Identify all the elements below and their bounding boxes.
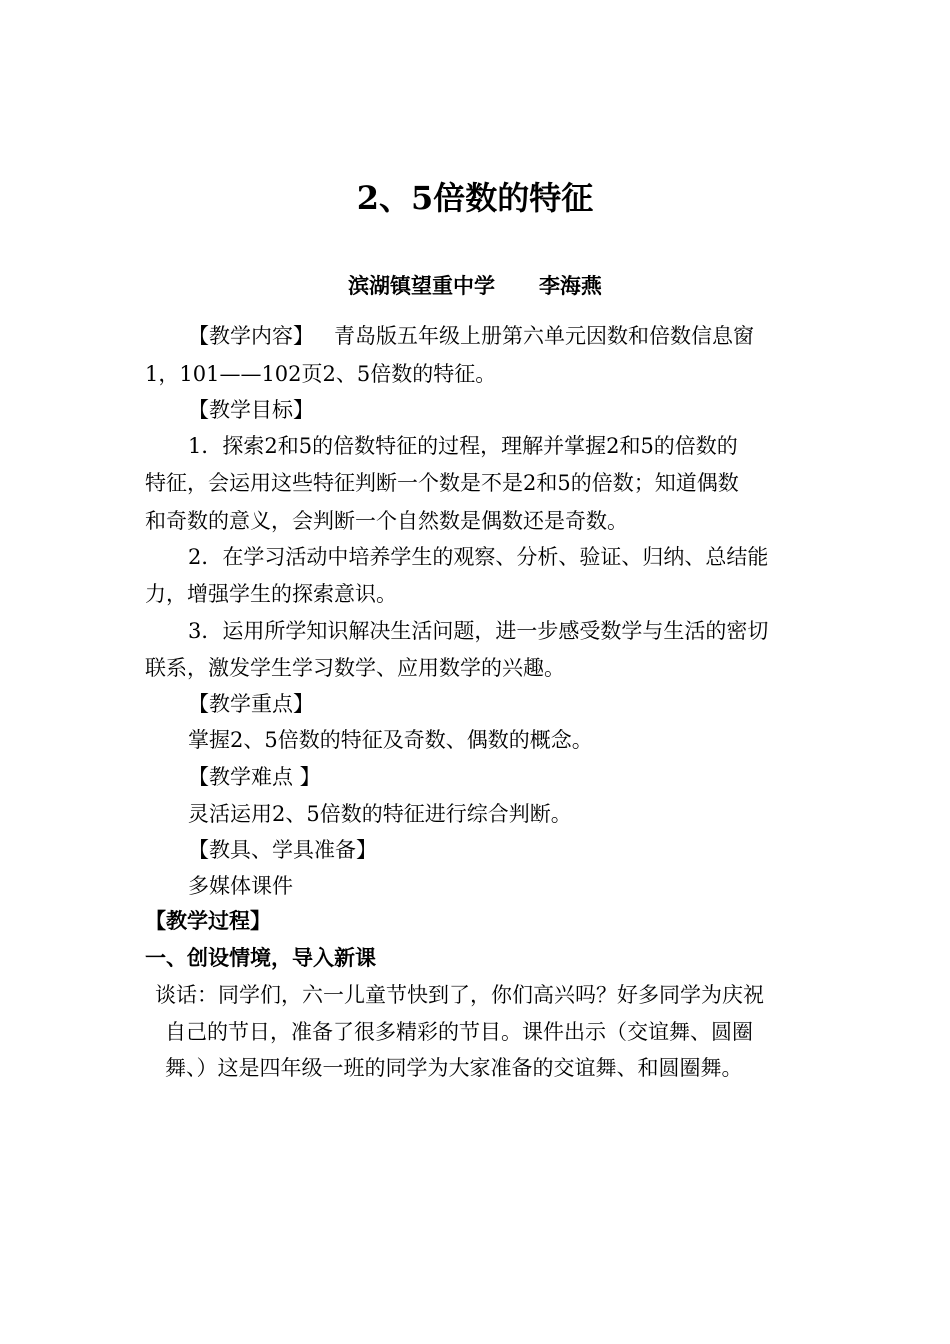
objective-1-line-1: 1．探索2和5的倍数特征的过程，理解并掌握2和5的倍数的: [188, 434, 738, 458]
difficulties-label: 【教学难点 】: [188, 765, 321, 789]
difficulties-text: 灵活运用2、5倍数的特征进行综合判断。: [188, 802, 572, 826]
key-points-label: 【教学重点】: [188, 692, 314, 716]
content-line-1: [188, 318, 754, 354]
content-text-1: 青岛版五年级上册第六单元因数和倍数信息窗: [334, 324, 754, 348]
content-line-2: 1，101——102页2、5倍数的特征。: [145, 362, 497, 386]
objective-1-line-3: 和奇数的意义，会判断一个自然数是偶数还是奇数。: [145, 509, 628, 533]
talk-line-3: 舞、）这是四年级一班的同学为大家准备的交谊舞、和圆圈舞。: [165, 1056, 743, 1080]
objective-2-line-1: 2．在学习活动中培养学生的观察、分析、验证、归纳、总结能: [188, 545, 769, 569]
author-school: 滨湖镇望重中学: [348, 273, 496, 298]
objective-3-line-1: 3．运用所学知识解决生活问题，进一步感受数学与生活的密切: [188, 619, 769, 643]
talk-line-2: 自己的节日，准备了很多精彩的节目。课件出示（交谊舞、圆圈: [165, 1020, 753, 1044]
process-label: 【教学过程】: [145, 908, 271, 933]
key-points-text: 掌握2、5倍数的特征及奇数、偶数的概念。: [188, 728, 593, 752]
content-label: 【教学内容】: [188, 324, 314, 348]
author-name: 李海燕: [538, 273, 602, 298]
objectives-label: 【教学目标】: [188, 398, 314, 422]
materials-label: 【教具、学具准备】: [188, 838, 377, 862]
objective-2-line-2: 力，增强学生的探索意识。: [145, 582, 397, 606]
objective-3-line-2: 联系，激发学生学习数学、应用数学的兴趣。: [145, 656, 565, 680]
page-title: 2、5倍数的特征: [356, 179, 594, 217]
talk-line-1: 谈话：同学们，六一儿童节快到了，你们高兴吗？好多同学为庆祝: [155, 983, 764, 1007]
section-1-heading: 一、创设情境，导入新课: [145, 945, 376, 970]
objective-1-line-2: 特征，会运用这些特征判断一个数是不是2和5的倍数；知道偶数: [145, 471, 739, 495]
materials-text: 多媒体课件: [188, 874, 293, 898]
author-line: [0, 268, 950, 304]
